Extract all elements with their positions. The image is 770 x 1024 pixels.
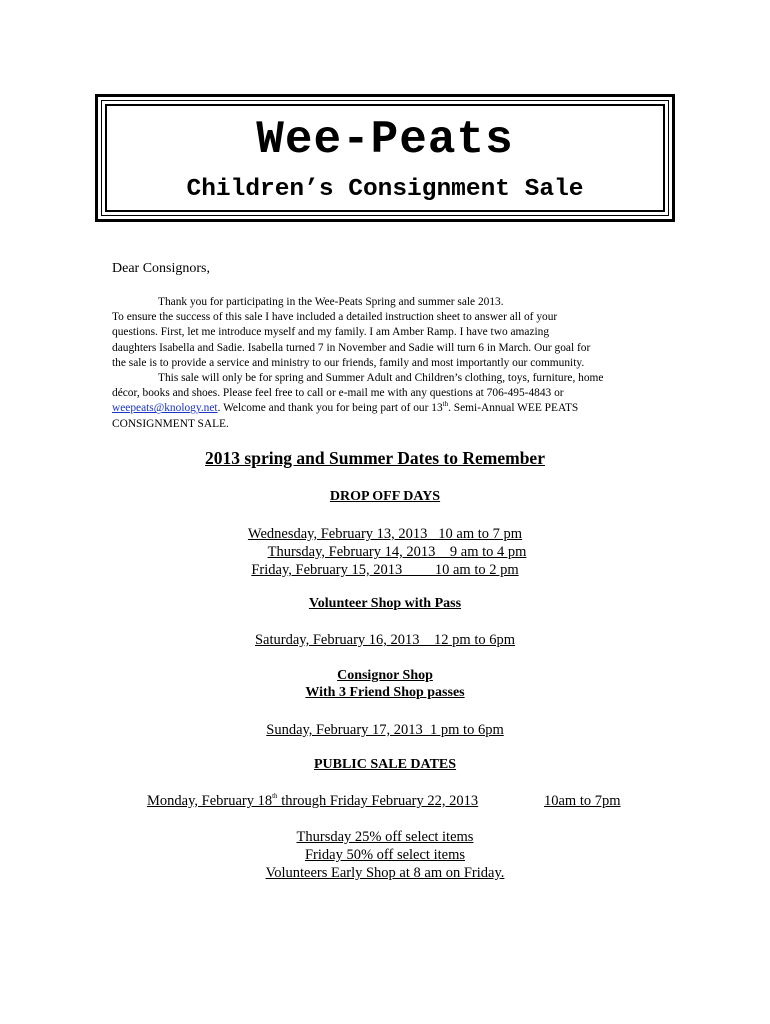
letter-line: To ensure the success of this sale I have included a detailed instruction sheet to answer all of your — [112, 311, 558, 324]
title-box — [95, 94, 675, 222]
letter-line: the sale is to provide a service and ministry to our friends, family and most importantly our community. — [112, 356, 585, 369]
consignor-date: Sunday, February 17, 2013 1 pm to 6pm — [266, 722, 504, 738]
page-title: Wee-Peats — [256, 114, 514, 166]
dropoff-day: Thursday, February 14, 2013 9 am to 4 pm — [267, 544, 527, 560]
letter-line — [112, 401, 657, 416]
discount-line: Volunteers Early Shop at 8 am on Friday. — [265, 865, 505, 881]
consignor-title: Consignor Shop — [337, 668, 433, 683]
letter-text: . Semi-Annual WEE PEATS — [448, 402, 579, 415]
dropoff-title: DROP OFF DAYS — [329, 489, 441, 504]
dates-heading: 2013 spring and Summer Dates to Remember — [205, 448, 545, 468]
letter-text: . Welcome and thank you for being part of our 13 — [217, 402, 443, 415]
page-subtitle: Children’s Consignment Sale — [186, 176, 584, 203]
public-sale-time: 10am to 7pm — [544, 793, 621, 809]
ordinal-suffix: th — [272, 792, 278, 801]
discount-line: Thursday 25% off select items — [296, 829, 474, 845]
letter-body — [112, 295, 657, 432]
letter-line: questions. First, let me introduce myself and my family. I am Amber Ramp. I have two amazing — [112, 326, 550, 339]
ordinal-suffix: th — [442, 399, 449, 408]
discount-line: Friday 50% off select items — [304, 847, 465, 863]
letter-line: This sale will only be for spring and Summer Adult and Children’s clothing, toys, furniture, home — [158, 372, 604, 385]
letter-line: Thank you for participating in the Wee-Peats Spring and summer sale 2013. — [158, 296, 504, 308]
volunteer-date: Saturday, February 16, 2013 12 pm to 6pm — [254, 632, 516, 648]
letter-line: décor, books and shoes. Please feel free to call or e-mail me with any questions at 706-495-4843 or — [112, 387, 564, 400]
public-sale-date-start: Monday, February 18 — [147, 793, 273, 809]
consignor-subtitle: With 3 Friend Shop passes — [305, 685, 465, 700]
dropoff-day: Friday, February 15, 2013 10 am to 2 pm — [251, 562, 519, 578]
letter-line: CONSIGNMENT SALE. — [112, 417, 229, 430]
letter-line: daughters Isabella and Sadie. Isabella turned 7 in November and Sadie will turn 6 in March. Our goal for — [112, 341, 591, 354]
public-sale-date-end: through Friday February 22, 2013 — [277, 793, 479, 809]
public-sale-date — [147, 792, 478, 810]
salutation: Dear Consignors, — [112, 261, 210, 276]
email-link[interactable]: weepeats@knology.net — [112, 402, 218, 415]
dropoff-day: Wednesday, February 13, 2013 10 am to 7 pm — [247, 526, 523, 542]
volunteer-title: Volunteer Shop with Pass — [308, 596, 462, 611]
public-sale-title: PUBLIC SALE DATES — [313, 757, 457, 772]
